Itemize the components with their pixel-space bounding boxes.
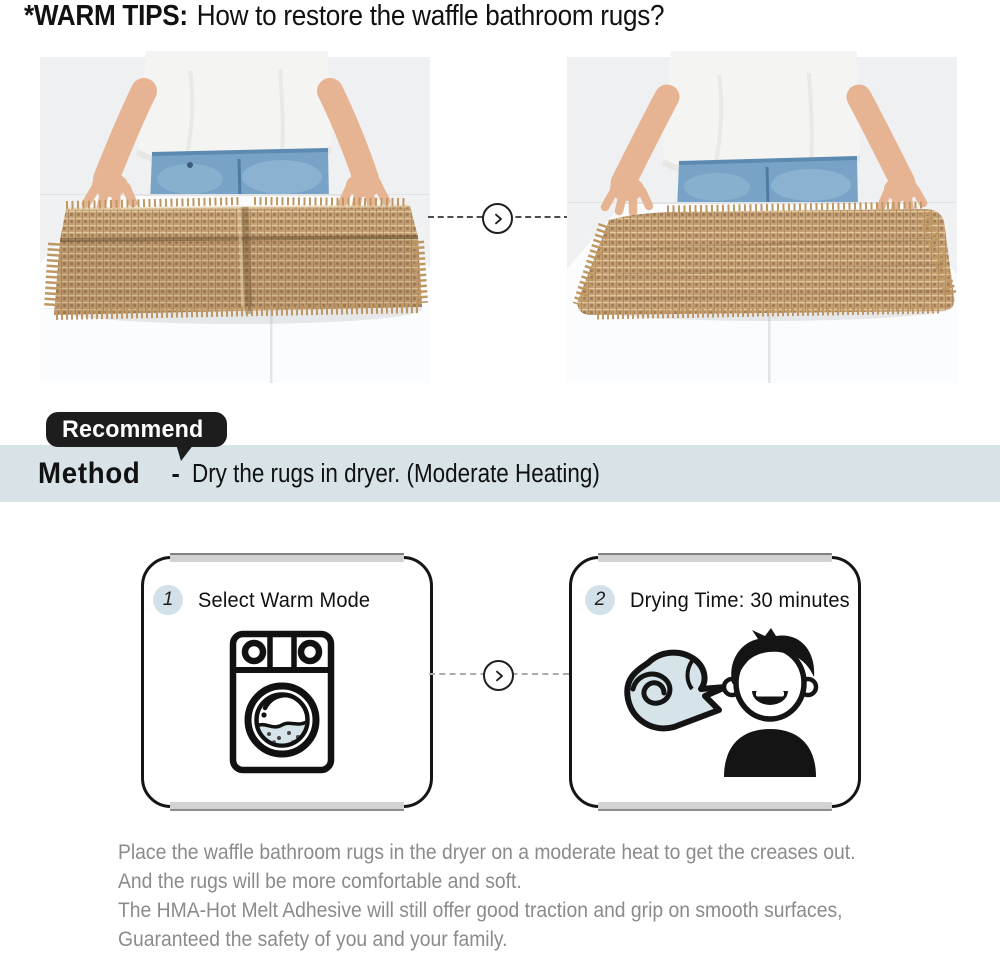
step-2-number-badge: 2 [585,585,615,615]
recommend-badge [46,412,227,447]
card-top-bar [598,553,832,562]
chevron-right-icon [483,660,514,691]
person-figure [662,51,860,209]
after-photo [567,57,957,383]
step-card-2 [569,556,861,808]
creased-rug [51,201,422,315]
step-1-label: Select Warm Mode [198,587,371,612]
flat-rug [578,205,955,315]
rolled-rug-graphic [627,653,726,729]
footer-line: And the rugs will be more comfortable and soft. [118,870,522,893]
smiling-person-graphic [724,628,816,777]
chevron-right-icon [482,203,513,234]
card-bottom-bar [598,802,832,811]
step-1-number-badge: 1 [153,585,183,615]
table-seam [768,311,771,383]
step-card-1 [141,556,433,808]
step-2-label: Drying Time: 30 minutes [630,587,850,612]
recommend-badge-label: Recommend [62,415,204,443]
rolled-rug-and-person-icon [602,625,830,775]
page-title [24,0,664,33]
method-label: Method [38,457,141,490]
method-row [38,454,655,494]
person-figure [136,51,331,203]
card-top-bar [170,553,404,562]
method-dash: - [171,459,180,488]
title-question: How to restore the waffle bathroom rugs? [196,0,665,32]
footer-line: Place the waffle bathroom rugs in the dryer on a moderate heat to get the creases out. [118,841,856,864]
footer-line: The HMA-Hot Melt Adhesive will still offer good traction and grip on smooth surfaces, [118,899,843,922]
flat-rug-scene [567,57,957,383]
footer-line: Guaranteed the safety of you and your family. [118,928,508,951]
before-photo [40,57,430,383]
step-1-header [153,585,383,615]
title-prefix: *WARM TIPS: [24,0,188,32]
creased-rug-scene [40,57,430,383]
method-text: Dry the rugs in dryer. (Moderate Heating) [191,459,600,488]
step-2-header [585,585,866,615]
washing-machine-icon [228,629,336,775]
recommend-badge-tail [176,444,194,461]
footer-paragraph [118,838,855,954]
card-bottom-bar [170,802,404,811]
